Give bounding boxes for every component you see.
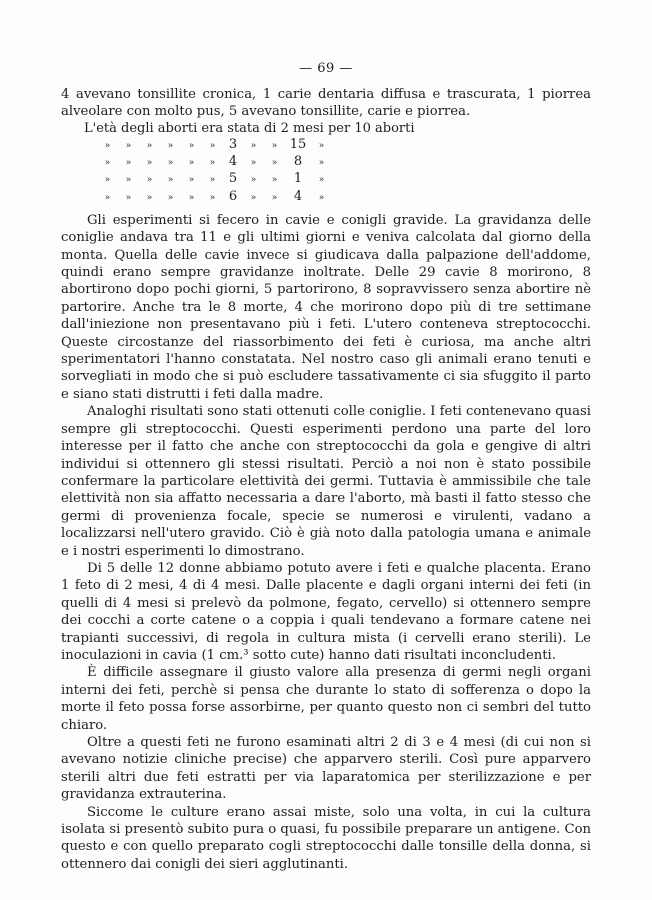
ditto-mark: » [209, 175, 216, 186]
ages-intro-text: L'età degli aborti era stata di 2 mesi per 10 aborti [84, 120, 415, 136]
ages-months: 3 [228, 137, 238, 153]
ditto-mark: » [318, 192, 325, 203]
ditto-mark: » [146, 175, 153, 186]
ditto-mark: » [188, 141, 195, 152]
ditto-mark: » [104, 192, 111, 203]
ages-months: 6 [228, 188, 238, 204]
paragraph-analoghi: Analoghi risultati sono stati ottenuti colle coniglie. I feti contenevano quasi sempre gli streptococchi. Questi esperimenti perdono una parte del loro interesse per il fatto che anche con streptococchi da gola e gengive di altri individui si ottennero gli stessi risultati. Perciò a noi non è stato possibile confermare la particolare elettività dei germi. Tuttavia è ammissibile che tale elettività non sia affatto necessaria a dare l'aborto, mà basti il fatto stesso che germi di provenienza focale, specie se numerosi e virulenti, vadano a localizzarsi nell'utero gravido. Ciò è già noto dalla patologia umana e animale e i nostri esperimenti lo dimostrano. [61, 404, 591, 559]
ditto-mark: » [125, 175, 132, 186]
ditto-mark: » [104, 158, 111, 169]
ages-months: 4 [228, 154, 238, 170]
ages-row [97, 189, 417, 206]
ditto-mark: » [318, 141, 325, 152]
ditto-mark: » [209, 158, 216, 169]
paragraph-culture: Siccome le culture erano assai miste, solo una volta, in cui la cultura isolata si presentò subito pura o quasi, fu possibile preparare un antigene. Con questo e con quello preparato cogli streptococchi dalle tonsille della donna, si ottennero dai conigli dei sieri agglutinanti. [61, 804, 591, 872]
ditto-mark: » [209, 141, 216, 152]
ages-row [97, 171, 417, 188]
ditto-mark: » [209, 192, 216, 203]
ditto-mark: » [250, 141, 257, 152]
ditto-mark: » [271, 141, 278, 152]
ditto-mark: » [167, 141, 174, 152]
ditto-mark: » [271, 158, 278, 169]
ages-row [97, 154, 417, 171]
ditto-mark: » [250, 192, 257, 203]
ditto-mark: » [146, 141, 153, 152]
paragraph-altri-feti: Oltre a questi feti ne furono esaminati altri 2 di 3 e 4 mesi (di cui non si avevano notizie cliniche precise) che apparvero sterili. Così pure apparvero sterili altri due feti estratti per via laparatomica per sterilizzazione e per gravidanza extrauterina. [61, 735, 591, 803]
ditto-mark: » [125, 141, 132, 152]
ages-months: 5 [228, 171, 238, 187]
ditto-mark: » [271, 192, 278, 203]
paragraph-germi: È difficile assegnare il giusto valore alla presenza di germi negli organi interni dei feti, perchè si pensa che durante lo stato di sofferenza o dopo la morte il feto possa forse assorbirne, per quanto questo non ci sembri del tutto chiaro. [61, 665, 591, 733]
ditto-mark: » [167, 192, 174, 203]
ditto-mark: » [271, 175, 278, 186]
ditto-mark: » [125, 192, 132, 203]
ditto-mark: » [250, 175, 257, 186]
ages-count: 4 [293, 188, 303, 204]
ditto-mark: » [318, 158, 325, 169]
document-body [61, 86, 591, 873]
abortion-age-table [84, 120, 417, 206]
paragraph-feti: Di 5 delle 12 donne abbiamo potuto avere i feti e qualche placenta. Erano 1 feto di 2 mesi, 4 di 4 mesi. Dalle placente e dagli organi interni dei feti (in quelli di 4 mesi si prelevò da polmone, fegato, cervello) si ottennero sempre dei cocchi a corte catene o a coppia i quali tendevano a formare catene nei trapianti successivi, di regola in cultura mista (i cervelli erano sterili). Le inoculazioni in cavia (1 cm.³ sotto cute) hanno dati risultati inconcludenti. [61, 560, 591, 663]
ages-count: 15 [289, 137, 307, 153]
paragraph-esperimenti: Gli esperimenti si fecero in cavie e conigli gravide. La gravidanza delle coniglie andava tra 11 e gli ultimi giorni e veniva calcolata dal giorno della monta. Quella delle cavie invece si giudicava dalla palpazione dell'addome, quindi erano sempre gravidanze inoltrate. Delle 29 cavie 8 morirono, 8 abortirono dopo pochi giorni, 5 partorirono, 8 sopravvissero senza abortire nè partorire. Anche tra le 8 morte, 4 che morirono dopo più di tre settimane dall'iniezione non presentavano più i feti. L'utero conteneva streptococchi. Queste circostanze del riassorbimento dei feti è curiosa, ma anche altri sperimentatori l'hanno constatata. Nel nostro caso gli animali erano tenuti e sorvegliati in modo che si può escludere tassativamente ci sia sfuggito il parto e siano stati distrutti i feti dalla madre. [61, 212, 591, 402]
ditto-mark: » [125, 158, 132, 169]
ditto-mark: » [188, 192, 195, 203]
ditto-mark: » [167, 175, 174, 186]
ditto-mark: » [104, 141, 111, 152]
ditto-mark: » [167, 158, 174, 169]
ditto-mark: » [104, 175, 111, 186]
ditto-mark: » [250, 158, 257, 169]
ages-count: 8 [293, 154, 303, 170]
ditto-mark: » [188, 175, 195, 186]
ages-intro-row [84, 120, 417, 137]
ditto-mark: » [188, 158, 195, 169]
ages-row [97, 137, 417, 154]
ditto-mark: » [146, 158, 153, 169]
page-number: — 69 — [299, 61, 353, 76]
paragraph-tonsillite: 4 avevano tonsillite cronica, 1 carie dentaria diffusa e trascurata, 1 piorrea alveolare con molto pus, 5 avevano tonsillite, carie e piorrea. [61, 87, 591, 120]
ages-count: 1 [293, 171, 303, 187]
ditto-mark: » [146, 192, 153, 203]
ditto-mark: » [318, 175, 325, 186]
